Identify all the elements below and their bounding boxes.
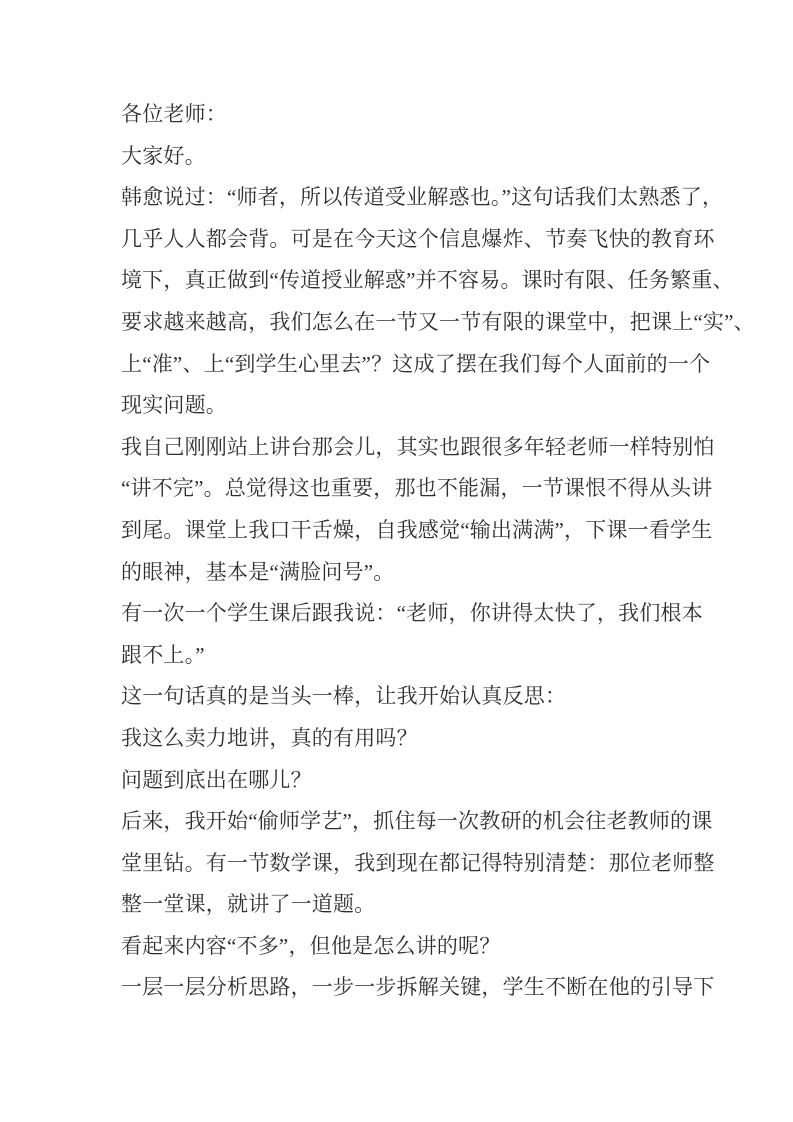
text-line: 我这么卖力地讲，真的有用吗？ <box>121 725 418 750</box>
text-line: 大家好。 <box>121 143 206 168</box>
text-line: 境下，真正做到“传道授业解惑”并不容易。课时有限、任务繁重、 <box>121 268 734 293</box>
text-line: 几乎人人都会背。可是在今天这个信息爆炸、节奏飞快的教育环 <box>121 226 715 251</box>
text-line: 各位老师： <box>121 102 227 126</box>
text-line: 一层一层分析思路，一步一步拆解关键，学生不断在他的引导下 <box>121 975 715 1000</box>
text-line: 韩愈说过：“师者，所以传道受业解惑也。”这句话我们太熟悉了， <box>121 185 724 210</box>
text-line: 这一句话真的是当头一棒，让我开始认真反思： <box>121 684 567 709</box>
text-line: 上“准”、上“到学生心里去”？这成了摆在我们每个人面前的一个 <box>121 351 711 376</box>
text-line: 堂里钻。有一节数学课，我到现在都记得特别清楚：那位老师整 <box>121 850 715 875</box>
text-line: 现实问题。 <box>121 393 227 418</box>
text-line: 的眼神，基本是“满脸问号”。 <box>121 559 395 584</box>
text-line: “讲不完”。总觉得这也重要，那也不能漏，一节课恨不得从头讲 <box>121 476 713 501</box>
text-line: 问题到底出在哪儿？ <box>121 767 312 792</box>
document-text-block <box>121 94 755 1009</box>
text-line: 我自己刚刚站上讲台那会儿，其实也跟很多年轻老师一样特别怕 <box>121 434 715 459</box>
text-line: 整一堂课，就讲了一道题。 <box>121 892 376 917</box>
text-line: 看起来内容“不多”，但他是怎么讲的呢？ <box>121 933 501 958</box>
text-line: 有一次一个学生课后跟我说：“老师，你讲得太快了，我们根本 <box>121 601 703 626</box>
text-line: 要求越来越高，我们怎么在一节又一节有限的课堂中，把课上“实”、 <box>121 309 755 334</box>
text-line: 到尾。课堂上我口干舌燥，自我感觉“输出满满”，下课一看学生 <box>121 517 713 542</box>
text-line: 跟不上。” <box>121 642 205 667</box>
text-line: 后来，我开始“偷师学艺”，抓住每一次教研的机会往老教师的课 <box>121 809 713 834</box>
